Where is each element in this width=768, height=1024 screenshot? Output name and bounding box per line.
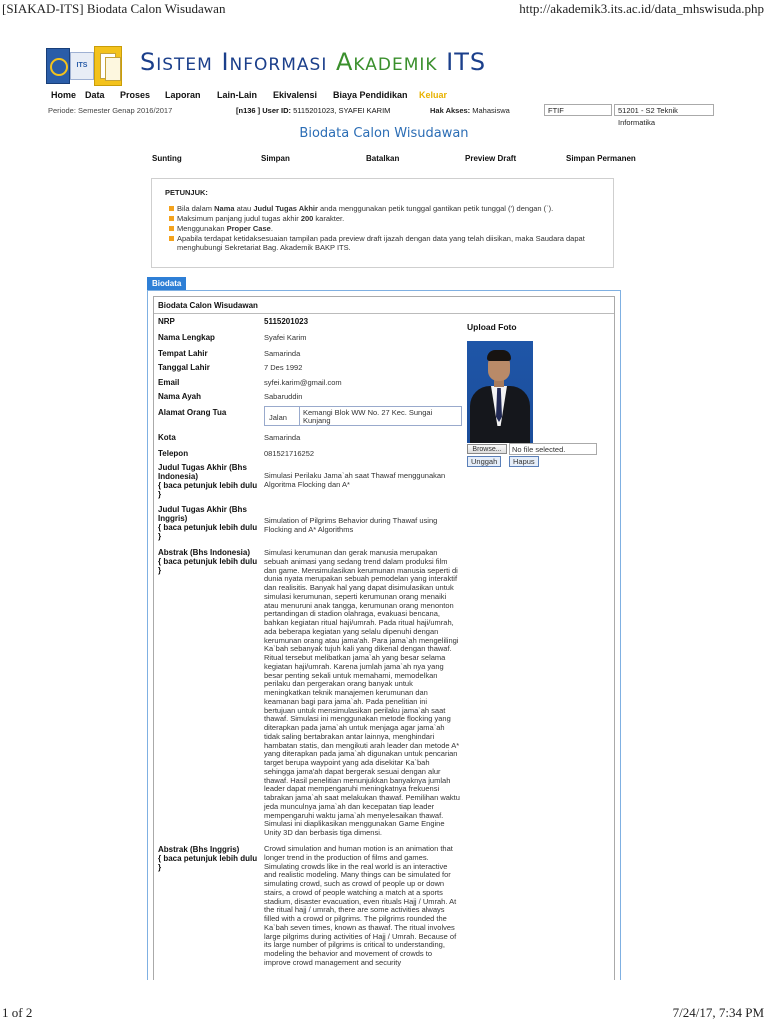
tempat-lahir-label: Tempat Lahir <box>158 349 208 358</box>
fakultas-box: FTIF <box>544 104 612 116</box>
alamat-box <box>264 406 462 426</box>
profile-photo <box>467 341 533 443</box>
petunjuk-item <box>169 204 599 213</box>
tanggal-lahir-value: 7 Des 1992 <box>264 363 303 372</box>
page-title: Biodata Calon Wisudawan <box>299 126 469 141</box>
site-banner <box>46 44 516 88</box>
abstrak-en-label-text: Abstrak (Bhs Inggris) <box>158 845 240 854</box>
banner-title-main: Sistem Informasi <box>140 48 336 76</box>
nav-proses[interactable]: Proses <box>120 90 151 100</box>
user-id-value: 5115201023, SYAFEI KARIM <box>293 106 391 115</box>
nama-ayah-label: Nama Ayah <box>158 392 201 401</box>
nav-keluar[interactable]: Keluar <box>419 90 448 100</box>
telepon-value: 081521716252 <box>264 449 315 458</box>
banner-title-highlight: Akademik <box>335 48 438 76</box>
banner-title <box>140 48 486 76</box>
browse-button[interactable]: Browse... <box>467 444 507 454</box>
email-label: Email <box>158 378 180 387</box>
nav-ekivalensi[interactable]: Ekivalensi <box>273 90 318 100</box>
action-bar <box>152 154 652 166</box>
abstrak-en-value: Crowd simulation and human motion is an animation that longer trend in the production of films and games. Simulating crowds like in the real world is an interactive and realistic modeling. Many things can be simulated for simulating crowd, such as crowd of people up or down stairs, a crowd of people watching a match at a sports stadium, disaster evacuation, even rituals Hajj / Umrah. At the ritual hajj / umrah, there are some activities always filled with a crowd or pilgrims. The pilgrims rounded the Ka`bah seven times, known as thawaf. The ritual involves large pilgrims during activities of Hajj / Umrah. Because of its large number of pilgrims is critical to understanding, modeling the behavior and movement of crowds to improve crowd management and security <box>264 844 457 967</box>
judul-id-label-text: Judul Tugas Akhir (Bhs Indonesia) <box>158 463 247 481</box>
section-title: Biodata Calon Wisudawan <box>158 301 258 310</box>
telepon-label: Telepon <box>158 449 189 458</box>
nama-ayah-value: Sabaruddin <box>264 392 303 401</box>
tanggal-lahir-label: Tanggal Lahir <box>158 363 210 372</box>
user-id-label: [n136 ] User ID: <box>236 106 292 115</box>
petunjuk-item-text: Maksimum panjang judul tugas akhir 200 karakter. <box>177 214 345 223</box>
file-name-field: No file selected. <box>509 443 597 455</box>
document-folder-icon <box>94 46 122 86</box>
petunjuk-item-text: Menggunakan Proper Case. <box>177 224 273 233</box>
petunjuk-item-text: Apabila terdapat ketidaksesuaian tampilan pada preview draft ijazah dengan data yang telah diisikan, maka Saudara dapat menghubungi Sekretariat Bag. Akademik BAKP ITS. <box>177 234 585 252</box>
nav-data[interactable]: Data <box>85 90 105 100</box>
abstrak-id-label <box>158 548 258 575</box>
prodi-box: 51201 - S2 Teknik Informatika <box>614 104 714 116</box>
kota-value: Samarinda <box>264 433 301 442</box>
alamat-separator <box>299 407 300 425</box>
periode-text: Periode: Semester Genap 2016/2017 <box>48 106 173 115</box>
biodata-panel <box>147 290 621 980</box>
petunjuk-title: PETUNJUK: <box>165 188 208 197</box>
abstrak-en-hint[interactable]: { baca petunjuk lebih dulu } <box>158 854 258 872</box>
hak-akses-label: Hak Akses: <box>430 106 471 115</box>
abstrak-id-label-text: Abstrak (Bhs Indonesia) <box>158 548 251 557</box>
petunjuk-item <box>169 214 599 223</box>
kota-label: Kota <box>158 433 176 442</box>
its-logo: ITS <box>70 52 94 80</box>
nav-biaya-pendidikan[interactable]: Biaya Pendidikan <box>333 90 408 100</box>
nav-lain-lain[interactable]: Lain-Lain <box>217 90 257 100</box>
user-id-text <box>236 106 390 115</box>
divider <box>154 313 614 314</box>
nama-value: Syafei Karim <box>264 333 307 342</box>
print-title: [SIAKAD-ITS] Biodata Calon Wisudawan <box>2 1 226 16</box>
petunjuk-item <box>169 224 599 233</box>
preview-draft-button[interactable]: Preview Draft <box>465 154 517 163</box>
nav-laporan[interactable]: Laporan <box>165 90 201 100</box>
petunjuk-item <box>169 234 599 252</box>
petunjuk-item-text: Bila dalam Nama atau Judul Tugas Akhir anda menggunakan petik tunggal gantikan petik tunggal (') dengan (`). <box>177 204 554 213</box>
hapus-button[interactable]: Hapus <box>509 456 539 467</box>
banner-title-end: ITS <box>437 48 487 76</box>
alamat-value: Kemangi Blok WW No. 27 Kec. Sungai Kunjang <box>303 408 433 425</box>
nrp-value: 5115201023 <box>264 317 309 326</box>
nama-label: Nama Lengkap <box>158 333 215 342</box>
bullet-icon <box>169 216 174 221</box>
its-emblem-icon <box>46 48 70 84</box>
judul-en-value: Simulation of Pilgrims Behavior during Thawaf using Flocking and A* Algorithms <box>264 516 438 534</box>
sunting-button[interactable]: Sunting <box>152 154 182 163</box>
judul-en-label-text: Judul Tugas Akhir (Bhs Inggris) <box>158 505 247 523</box>
bullet-icon <box>169 206 174 211</box>
biodata-form <box>153 296 615 980</box>
judul-id-value: Simulasi Perilaku Jama`ah saat Thawaf menggunakan Algoritma Flocking dan A* <box>264 471 446 489</box>
simpan-permanen-button[interactable]: Simpan Permanen <box>566 154 636 163</box>
petunjuk-list <box>169 204 599 253</box>
judul-id-label <box>158 463 258 499</box>
nav-home[interactable]: Home <box>51 90 77 100</box>
alamat-label: Alamat Orang Tua <box>158 408 227 417</box>
unggah-button[interactable]: Unggah <box>467 456 501 467</box>
bullet-icon <box>169 236 174 241</box>
print-header <box>0 0 768 20</box>
bullet-icon <box>169 226 174 231</box>
photo-hair <box>487 350 511 361</box>
tab-biodata[interactable]: Biodata <box>147 277 186 290</box>
print-url: http://akademik3.its.ac.id/data_mhswisuda.php <box>519 1 764 16</box>
print-page-number: 1 of 2 <box>2 1005 33 1020</box>
tempat-lahir-value: Samarinda <box>264 349 301 358</box>
print-footer <box>0 1002 768 1024</box>
judul-id-hint[interactable]: { baca petunjuk lebih dulu } <box>158 481 258 499</box>
petunjuk-box <box>151 178 614 268</box>
simpan-button[interactable]: Simpan <box>261 154 290 163</box>
abstrak-id-value: Simulasi kerumunan dan gerak manusia merupakan sebuah animasi yang sedang trend dalam produksi film dan game. Mensimulasikan kerumunan manusia seperti di dunia nyata merupakan sebuah pemodelan yang interaktif dan realisitis. Banyak hal yang dapat disimulasikan untuk simulasi kerumunan, seperti kerumunan orang menaiki atau menuruni anak tangga, kerumunan orang menonton pertandingan di stadion olahraga, evakuasi bencana, bahkan kegiatan ritual haji/umrah. Pada ritual haji/umrah, ada beberapa kegiatan yang selalu dipenuhi dengan kerumunan orang atau jama'ah. Para jama`ah mengelilingi Ka`bah sebanyak tujuh kali yang dikenal dengan thawaf. Ritual tersebut melibatkan jama`ah yang besar selama kegiatan haji/umrah. Karena jumlah jama`ah nya yang besar penting sekali untuk memahami, memodelkan perilaku dan pergerakan orang banyak untuk meningkatkan teknik manajemen kerumunan dan keamanan bagi para jama`ah. Pada penelitian ini bertujuan untuk mensimulasikan perilaku jama`ah saat thawaf. Simulasi ini menggunakan metode flocking yang diterapkan pada jama`ah untuk menjaga agar jama`ah tidak saling bertabrakan antar lainnya, menghindari hambatan statis, dan mengikuti arah leader dan metode A* yang diterapkan pada jama`ah digunakan untuk pencarian target berupa waypoint yang ada disekitar Ka`bah sehingga jama'ah dapat bergerak sesuai dengan alur thawaf. Hasil penelitian menunjukkan banyaknya jumlah leader dapat mempengaruhi meningkatnya frekuensi tabrakan jama`ah saat melakukan thawaf. Pemilihan waktu jeda munculnya jama`ah dan kecepatan tiap leader mempengaruhi waktu jama`ah menyelesaikan thawaf. Simulasi ini diaplikasikan menggunakan Game Engine Unity 3D dan berbasis tiga dimensi. <box>264 548 460 837</box>
user-info-bar <box>48 104 714 127</box>
hak-akses <box>430 106 510 115</box>
abstrak-id-hint[interactable]: { baca petunjuk lebih dulu } <box>158 557 258 575</box>
upload-foto-label: Upload Foto <box>467 322 517 332</box>
judul-en-label <box>158 505 258 541</box>
abstrak-en-label <box>158 845 258 872</box>
batalkan-button[interactable]: Batalkan <box>366 154 400 163</box>
hak-akses-value: Mahasiswa <box>472 106 510 115</box>
email-value: syfei.karim@gmail.com <box>264 378 342 387</box>
print-datetime: 7/24/17, 7:34 PM <box>672 1005 764 1020</box>
judul-en-hint[interactable]: { baca petunjuk lebih dulu } <box>158 523 258 541</box>
nrp-label: NRP <box>158 317 175 326</box>
file-input <box>467 443 597 455</box>
alamat-jenis: Jalan <box>269 413 287 422</box>
